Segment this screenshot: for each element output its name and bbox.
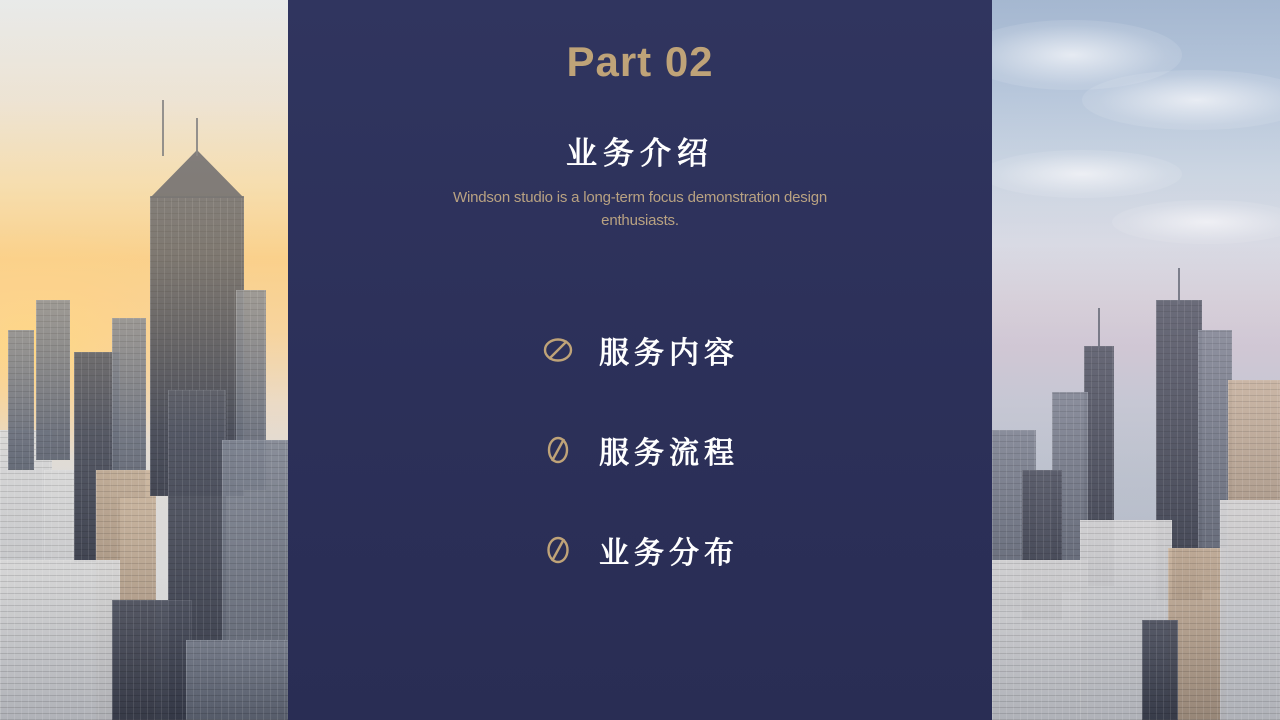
part-number-label: Part 02 (566, 38, 714, 85)
agenda-item-3[interactable] (288, 500, 992, 600)
atmospheric-haze (0, 0, 288, 720)
agenda-item-label: 服务内容 (599, 337, 739, 370)
city-skyline-sunset-photo (0, 0, 288, 720)
agenda-item-1[interactable] (288, 300, 992, 400)
agenda-item-2[interactable] (288, 400, 992, 500)
agenda-item-label: 业务分布 (599, 537, 739, 570)
diameter-slash-icon (541, 433, 575, 467)
subtitle-text: Windson studio is a long-term focus demonstration design enthusiasts. (453, 189, 827, 230)
atmospheric-haze (992, 0, 1280, 720)
page-title: 业务介绍 (566, 136, 714, 171)
diameter-slash-icon (541, 533, 575, 567)
city-skyline-dusk-photo (992, 0, 1280, 720)
agenda-item-label: 服务流程 (599, 437, 739, 470)
slide-content-panel (288, 0, 992, 720)
diameter-slash-icon (541, 333, 575, 367)
agenda-list (288, 300, 992, 600)
